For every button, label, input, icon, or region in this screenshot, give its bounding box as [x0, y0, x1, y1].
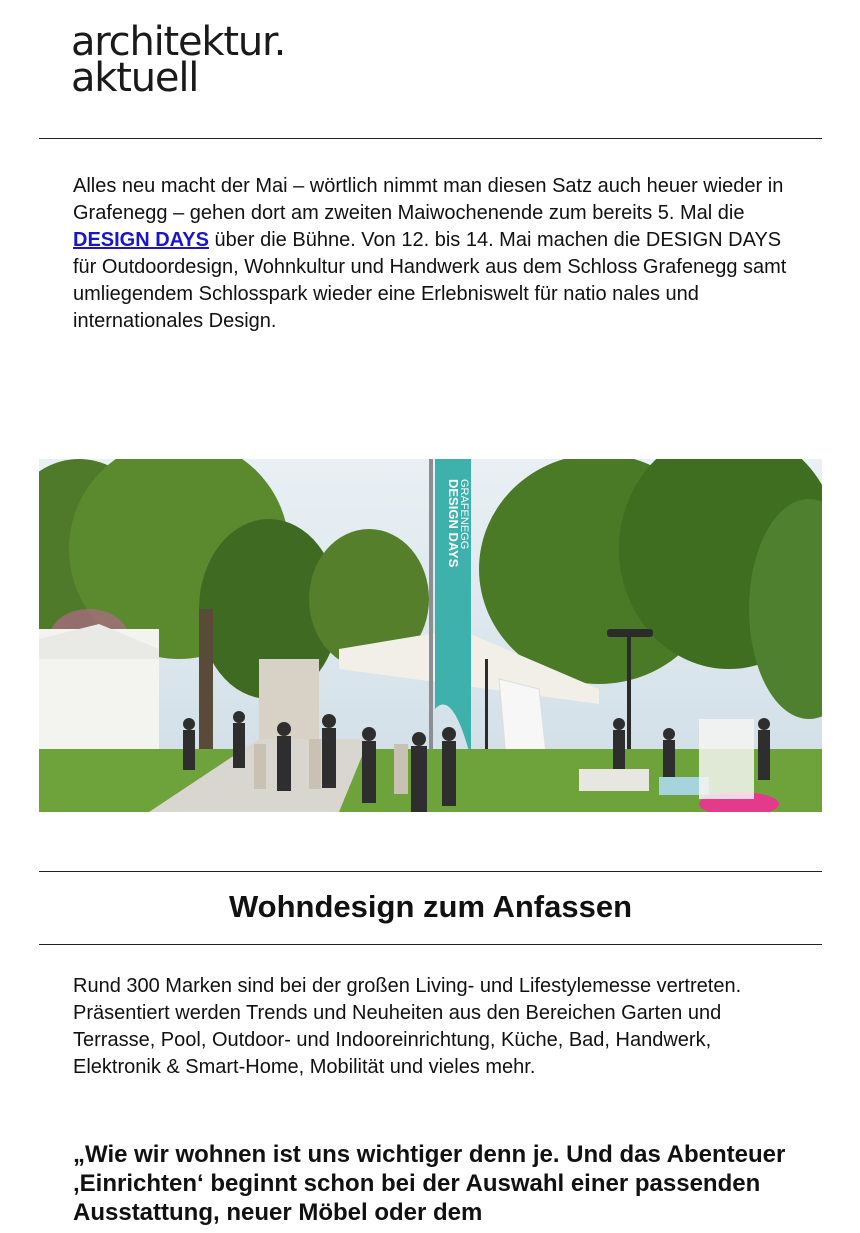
section-body [73, 973, 793, 1081]
intro-paragraph [73, 173, 793, 335]
pull-quote [73, 1140, 793, 1227]
brand-logo-line1: architektur. [71, 19, 286, 65]
hero-photo-illustration [39, 459, 822, 812]
brand-logo-line2: aktuell [71, 55, 199, 101]
section-title: Wohndesign zum Anfassen [228, 889, 633, 924]
brand-logo[interactable] [71, 19, 286, 101]
intro-text-2: über die Bühne. Von 12. bis 14. Mai machen die DESIGN DAYS für Outdoordesign, Wohnkultur und Handwerk aus dem Schloss Grafenegg samt umliegendem Schlosspark wieder eine Erlebniswelt für natio nales und internationales Design. [73, 229, 787, 332]
header-divider [39, 138, 822, 139]
banner-text-1: DESIGN DAYS [446, 479, 461, 568]
design-days-link[interactable]: DESIGN DAYS [73, 229, 209, 251]
section-divider-bottom [39, 944, 822, 945]
section-body-text: Rund 300 Marken sind bei der großen Living- und Lifestylemesse vertreten. Präsentiert werden Trends und Neuheiten aus den Bereichen Garten und Terrasse, Pool, Outdoor- und Indooreinrichtung, Küche, Bad, Handwerk, Elektronik & Smart-Home, Mobilität und vieles mehr. [73, 975, 742, 1078]
section-divider-top [39, 871, 822, 872]
intro-text-1: Alles neu macht der Mai – wörtlich nimmt man diesen Satz auch heuer wieder in Grafenegg – gehen dort am zweiten Maiwochenende zum bereits 5. Mal die [73, 175, 784, 224]
pull-quote-text: „Wie wir wohnen ist uns wichtiger denn je. Und das Abenteuer ‚Einrichten‘ beginnt schon bei der Auswahl einer passenden Ausstattung, neuer Möbel oder dem [73, 1141, 786, 1226]
banner-text-2: GRAFENEGG [458, 479, 470, 550]
hero-image [39, 459, 822, 812]
